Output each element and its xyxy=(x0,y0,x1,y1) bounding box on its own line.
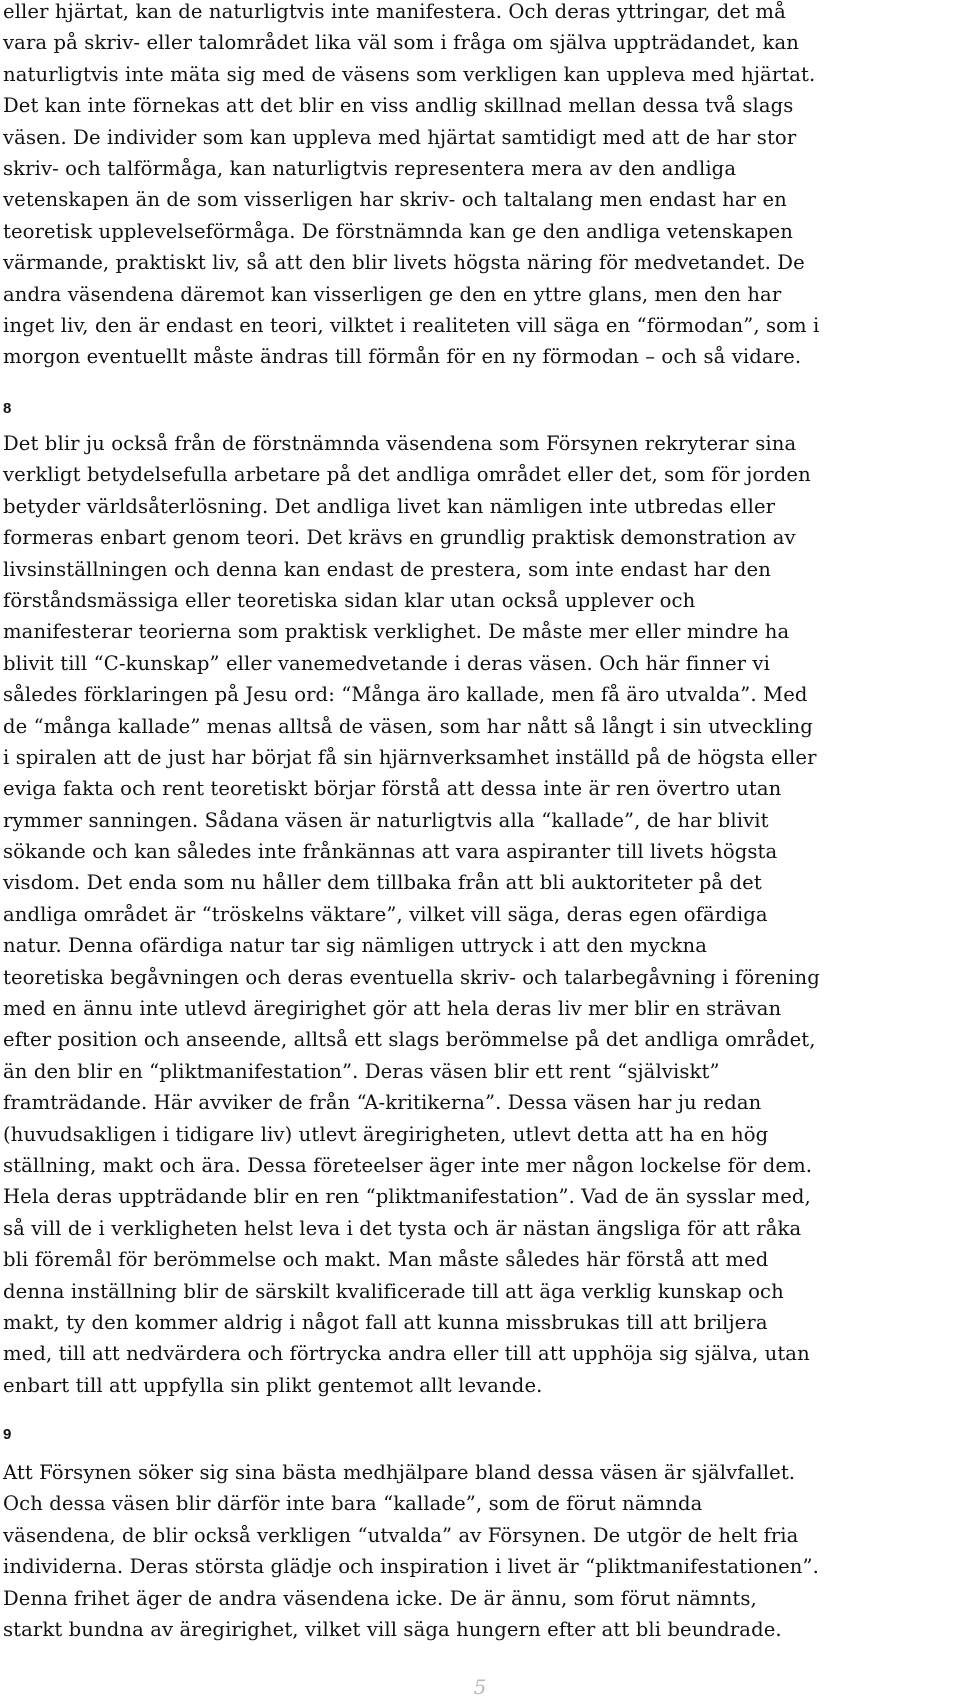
text-line: väsendena, de blir också verkligen “utvalda” av Försynen. De utgör de helt fria xyxy=(3,1523,799,1547)
text-line: manifesterar teorierna som praktisk verklighet. De måste mer eller mindre ha xyxy=(3,620,790,644)
text-line: makt, ty den kommer aldrig i något fall att kunna missbrukas till att briljera xyxy=(3,1310,768,1334)
text-line: andra väsendena däremot kan visserligen ge den en yttre glans, men den har xyxy=(3,282,782,306)
text-line: starkt bundna av äregirighet, vilket vill säga hungern efter att bli beundrade. xyxy=(3,1617,782,1641)
section-8-paragraph xyxy=(3,428,953,1401)
text-line: morgon eventuellt måste ändras till förmån för en ny förmodan – och så vidare. xyxy=(3,345,802,369)
text-line: blivit till “C-kunskap” eller vanemedvetande i deras väsen. Och här finner vi xyxy=(3,651,770,675)
text-line: enbart till att uppfylla sin plikt gentemot allt levande. xyxy=(3,1373,543,1397)
text-line: rymmer sanningen. Sådana väsen är naturligtvis alla “kallade”, de har blivit xyxy=(3,808,769,832)
text-line: visdom. Det enda som nu håller dem tillbaka från att bli auktoriteter på det xyxy=(3,871,762,895)
text-line: eller hjärtat, kan de naturligtvis inte manifestera. Och deras yttringar, det må xyxy=(3,0,786,23)
page-number: 5 xyxy=(473,1675,487,1699)
text-line: efter position och anseende, alltså ett slags berömmelse på det andliga området, xyxy=(3,1028,816,1052)
text-line: vetenskapen än de som visserligen har skriv- och taltalang men endast har en xyxy=(3,188,787,212)
text-line: Det kan inte förnekas att det blir en viss andlig skillnad mellan dessa två slags xyxy=(3,94,794,118)
text-line: med en ännu inte utlevd äregirighet gör att hela deras liv mer blir en strävan xyxy=(3,997,782,1021)
text-line: förståndsmässiga eller teoretiska sidan klar utan också upplever och xyxy=(3,588,696,612)
text-line: vara på skriv- eller talområdet lika väl som i fråga om själva uppträdandet, kan xyxy=(3,31,800,55)
text-line: Denna frihet äger de andra väsendena icke. De är ännu, som förut nämnts, xyxy=(3,1586,757,1610)
text-line: teoretisk upplevelseförmåga. De förstnämnda kan ge den andliga vetenskapen xyxy=(3,219,793,243)
text-line: sökande och kan således inte frånkännas att vara aspiranter till livets högsta xyxy=(3,840,778,864)
paragraph-continued xyxy=(3,0,953,373)
text-line: denna inställning blir de särskilt kvalificerade till att äga verklig kunskap och xyxy=(3,1279,784,1303)
text-line: eviga fakta och rent teoretiskt börjar förstå att dessa inte är ren övertro utan xyxy=(3,777,782,801)
text-line: inget liv, den är endast en teori, vilktet i realiteten vill säga en “förmodan”, som i xyxy=(3,313,820,337)
text-line: så vill de i verkligheten helst leva i det tysta och är nästan ängsliga för att råka xyxy=(3,1216,802,1240)
text-line: Det blir ju också från de förstnämnda väsendena som Försynen rekryterar sina xyxy=(3,432,797,455)
text-line: teoretiska begåvningen och deras eventuella skriv- och talarbegåvning i förening xyxy=(3,965,820,989)
section-number-8: 8 xyxy=(3,400,12,417)
text-line: Hela deras uppträdande blir en ren “pliktmanifestation”. Vad de än sysslar med, xyxy=(3,1185,811,1209)
text-line: andliga området är “tröskelns väktare”, vilket vill säga, deras egen ofärdiga xyxy=(3,902,768,926)
text-line: individerna. Deras största glädje och inspiration i livet är “pliktmanifestationen”. xyxy=(3,1555,819,1579)
text-line: väsen. De individer som kan uppleva med hjärtat samtidigt med att de har stor xyxy=(3,125,797,149)
text-line: de “många kallade” menas alltså de väsen, som har nått så långt i sin utveckling xyxy=(3,714,813,738)
section-9-paragraph xyxy=(3,1457,953,1645)
text-line: livsinställningen och denna kan endast de prestera, som inte endast har den xyxy=(3,557,771,581)
text-line: ställning, makt och ära. Dessa företeelser äger inte mer någon lockelse för dem. xyxy=(3,1153,813,1177)
text-line: natur. Denna ofärdiga natur tar sig nämligen uttryck i att den myckna xyxy=(3,934,708,958)
text-line: (huvudsakligen i tidigare liv) utlevt äregirigheten, utlevt detta att ha en hög xyxy=(3,1122,769,1146)
text-line: med, till att nedvärdera och förtrycka andra eller till att upphöja sig själva, utan xyxy=(3,1342,810,1366)
text-line: verkligt betydelsefulla arbetare på det andliga området eller det, som för jorden xyxy=(3,463,811,487)
text-line: framträdande. Här avviker de från “A-kritikerna”. Dessa väsen har ju redan xyxy=(3,1091,762,1115)
text-line: än den blir en “pliktmanifestation”. Deras väsen blir ett rent “själviskt” xyxy=(3,1059,720,1083)
text-line: Och dessa väsen blir därför inte bara “kallade”, som de förut nämnda xyxy=(3,1492,703,1516)
text-line: formeras enbart genom teori. Det krävs en grundlig praktisk demonstration av xyxy=(3,526,796,550)
text-line: Att Försynen söker sig sina bästa medhjälpare bland dessa väsen är självfallet. xyxy=(3,1461,796,1484)
text-line: värmande, praktiskt liv, så att den blir livets högsta näring för medvetandet. De xyxy=(3,251,805,275)
text-line: bli föremål för berömmelse och makt. Man måste således här förstå att med xyxy=(3,1248,769,1272)
section-number-9: 9 xyxy=(3,1426,12,1443)
text-line: betyder världsåterlösning. Det andliga livet kan nämligen inte utbredas eller xyxy=(3,494,776,518)
text-line: naturligtvis inte mäta sig med de väsens som verkligen kan uppleva med hjärtat. xyxy=(3,62,816,86)
text-line: i spiralen att de just har börjat få sin hjärnverksamhet inställd på de högsta eller xyxy=(3,745,817,769)
text-line: således förklaringen på Jesu ord: “Många äro kallade, men få äro utvalda”. Med xyxy=(3,683,808,707)
text-line: skriv- och talförmåga, kan naturligtvis representera mera av den andliga xyxy=(3,156,737,180)
